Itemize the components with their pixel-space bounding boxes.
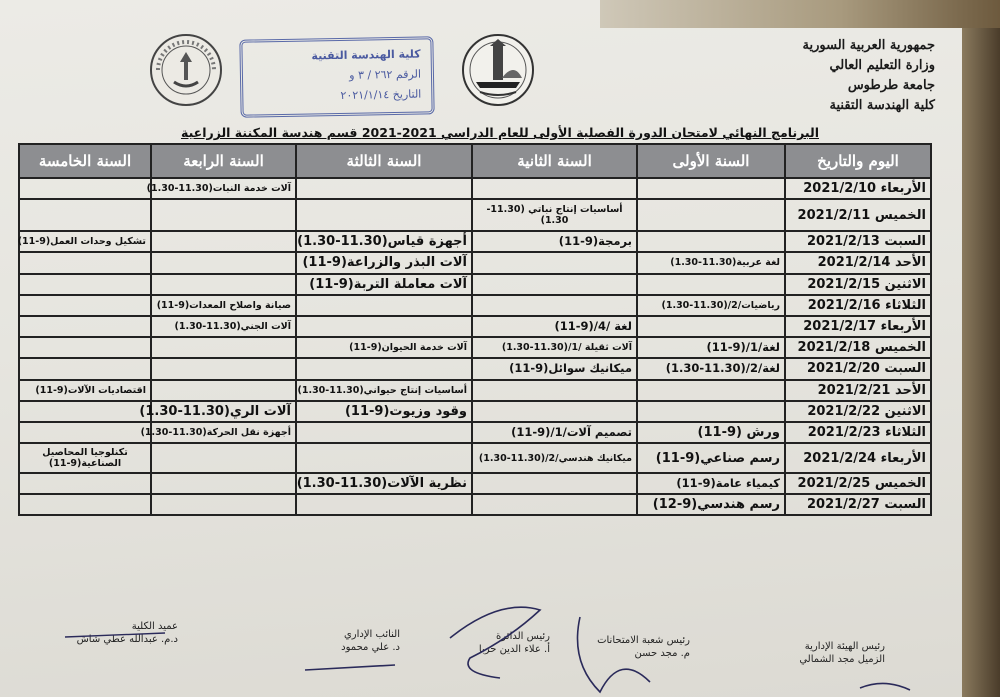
cell-date: الثلاثاء 2021/2/23	[785, 422, 931, 443]
cell-year-5	[19, 274, 151, 295]
cell-year-3: نظرية الآلات(11.30-1.30)	[296, 473, 472, 494]
cell-date: الاثنين 2021/2/22	[785, 401, 931, 422]
table-row	[19, 178, 931, 199]
cell-year-2: آلات ثقيلة /1/(11.30-1.30)	[472, 337, 637, 358]
cell-year-1	[637, 178, 785, 199]
signature-admin-board	[735, 640, 885, 666]
table-row	[19, 295, 931, 316]
table-row	[19, 494, 931, 515]
cell-year-1: لغة عربية(11.30-1.30)	[637, 252, 785, 273]
signature-title: رئيس شعبة الامتحانات	[597, 635, 690, 646]
cell-year-5	[19, 337, 151, 358]
union-seal-logo	[148, 32, 224, 108]
cell-year-3: آلات البذر والزراعة(9-11)	[296, 252, 472, 273]
cell-year-4: أجهزة نقل الحركة(11.30-1.30)	[151, 422, 296, 443]
cell-year-2	[472, 178, 637, 199]
cell-date: السبت 2021/2/13	[785, 231, 931, 252]
cell-year-4: صيانة واصلاح المعدات(9-11)	[151, 295, 296, 316]
cell-year-3	[296, 422, 472, 443]
cell-year-1	[637, 316, 785, 337]
cell-year-5	[19, 473, 151, 494]
cell-year-5	[19, 178, 151, 199]
cell-year-5	[19, 316, 151, 337]
cell-year-3: وقود وزيوت(9-11)	[296, 401, 472, 422]
cell-date: الاثنين 2021/2/15	[785, 274, 931, 295]
cell-year-2: برمجة(9-11)	[472, 231, 637, 252]
cell-date: السبت 2021/2/20	[785, 358, 931, 379]
background-wood-right	[962, 28, 1000, 697]
signature-title: عميد الكلية	[131, 621, 178, 632]
cell-year-4	[151, 380, 296, 401]
university-logo	[460, 32, 536, 108]
stamp-number: الرقم ٢٦٢ / ٣ و	[349, 67, 422, 82]
cell-year-5: تكنلوجيا المحاصيل الصناعية(9-11)	[19, 443, 151, 473]
cell-date: الأحد 2021/2/21	[785, 380, 931, 401]
cell-year-4: آلات خدمة النبات(11.30-1.30)	[151, 178, 296, 199]
cell-date: الأربعاء 2021/2/24	[785, 443, 931, 473]
table-header-row	[19, 144, 931, 178]
cell-year-5	[19, 494, 151, 515]
cell-year-3	[296, 316, 472, 337]
title-text: البرنامج النهائي لامتحان الدورة الفصلية الأولى للعام الدراسي 2021-2021 قسم هندسة المكننة الزراعية	[181, 125, 819, 140]
cell-year-4: آلات الجني(11.30-1.30)	[151, 316, 296, 337]
cell-year-4: آلات الري(11.30-1.30)	[151, 401, 296, 422]
registration-stamp	[239, 36, 434, 117]
cell-year-4	[151, 358, 296, 379]
cell-year-4	[151, 337, 296, 358]
cell-year-3: آلات معاملة التربة(9-11)	[296, 274, 472, 295]
cell-year-5	[19, 358, 151, 379]
header-line-faculty: كلية الهندسة التقنية	[829, 98, 935, 113]
cell-year-4	[151, 199, 296, 231]
cell-year-5	[19, 401, 151, 422]
table-row	[19, 443, 931, 473]
header-line-university: جامعة طرطوس	[847, 78, 935, 93]
signature-name: أ. علاء الدين حربا	[478, 644, 550, 655]
cell-year-3	[296, 494, 472, 515]
header-year-1: السنة الأولى	[637, 144, 785, 178]
cell-date: الثلاثاء 2021/2/16	[785, 295, 931, 316]
cell-year-3	[296, 199, 472, 231]
cell-year-1	[637, 380, 785, 401]
table-row	[19, 358, 931, 379]
cell-year-1: لغة/2/(11.30-1.30)	[637, 358, 785, 379]
cell-year-1	[637, 231, 785, 252]
cell-year-4	[151, 443, 296, 473]
cell-year-5	[19, 295, 151, 316]
cell-year-3: أساسيات إنتاج حيواني(11.30-1.30)	[296, 380, 472, 401]
header-year-2: السنة الثانية	[472, 144, 637, 178]
table-row	[19, 473, 931, 494]
cell-year-1: ورش (9-11)	[637, 422, 785, 443]
table-row	[19, 337, 931, 358]
cell-year-5: تشكيل وحدات العمل(9-11)	[19, 231, 151, 252]
cell-date: الأحد 2021/2/14	[785, 252, 931, 273]
cell-year-4	[151, 274, 296, 295]
cell-year-2	[472, 494, 637, 515]
stamp-faculty: كلية الهندسة التقنية	[311, 47, 421, 63]
signature-name: الزميل مجد الشمالي	[799, 654, 885, 665]
table-row	[19, 422, 931, 443]
cell-year-4	[151, 252, 296, 273]
cell-year-2: أساسيات إنتاج نباتي (11.30-1.30)	[472, 199, 637, 231]
signature-title: رئيس الهيئة الإدارية	[804, 641, 885, 652]
signature-name: د. علي محمود	[341, 642, 400, 653]
cell-year-1	[637, 199, 785, 231]
cell-year-3	[296, 443, 472, 473]
cell-year-1: كيمياء عامة(9-11)	[637, 473, 785, 494]
cell-year-1: رياضيات/2/(11.30-1.30)	[637, 295, 785, 316]
cell-year-2	[472, 380, 637, 401]
cell-year-4	[151, 494, 296, 515]
header-line-country: جمهورية العربية السورية	[802, 38, 935, 53]
cell-year-3	[296, 358, 472, 379]
cell-date: السبت 2021/2/27	[785, 494, 931, 515]
cell-year-5	[19, 199, 151, 231]
cell-year-1: رسم هندسي(9-12)	[637, 494, 785, 515]
header-year-5: السنة الخامسة	[19, 144, 151, 178]
table-row	[19, 274, 931, 295]
header-day-date: اليوم والتاريخ	[785, 144, 931, 178]
cell-year-1	[637, 401, 785, 422]
handwritten-signature-scribble	[440, 598, 550, 688]
document-title	[180, 125, 820, 140]
cell-year-1: لغة/1/(9-11)	[637, 337, 785, 358]
exam-schedule-table	[18, 143, 932, 516]
stamp-date: التاريخ ٢٠٢١/١/١٤	[340, 87, 422, 102]
signature-title: رئيس الدائرة	[496, 631, 550, 642]
cell-year-4	[151, 231, 296, 252]
handwritten-signature-scribble	[560, 612, 660, 697]
institution-header	[695, 36, 935, 116]
table-row	[19, 380, 931, 401]
table-row	[19, 316, 931, 337]
cell-year-5: اقتصاديات الآلات(9-11)	[19, 380, 151, 401]
cell-year-2: لغة /4/(9-11)	[472, 316, 637, 337]
cell-year-2: تصميم آلات/1/(9-11)	[472, 422, 637, 443]
cell-year-3	[296, 295, 472, 316]
cell-year-2	[472, 401, 637, 422]
cell-year-3	[296, 178, 472, 199]
cell-date: الخميس 2021/2/25	[785, 473, 931, 494]
cell-year-5	[19, 422, 151, 443]
cell-year-2	[472, 295, 637, 316]
header-year-4: السنة الرابعة	[151, 144, 296, 178]
cell-year-1: رسم صناعي(9-11)	[637, 443, 785, 473]
table-row	[19, 401, 931, 422]
table-row	[19, 231, 931, 252]
cell-date: الخميس 2021/2/11	[785, 199, 931, 231]
cell-date: الخميس 2021/2/18	[785, 337, 931, 358]
background-wood-top	[600, 0, 1000, 28]
signature-name: م. مجد حسن	[634, 648, 690, 659]
signature-title: النائب الإداري	[343, 629, 400, 640]
cell-date: الأربعاء 2021/2/17	[785, 316, 931, 337]
signature-name: د.م. عبدالله عطي شاش	[76, 634, 178, 645]
handwritten-signature-scribble	[300, 655, 400, 685]
cell-year-4	[151, 473, 296, 494]
cell-year-3: أجهزة قياس(11.30-1.30)	[296, 231, 472, 252]
cell-year-3: آلات خدمة الحيوان(9-11)	[296, 337, 472, 358]
cell-year-5	[19, 252, 151, 273]
header-year-3: السنة الثالثة	[296, 144, 472, 178]
handwritten-signature-scribble	[60, 625, 170, 650]
cell-year-2	[472, 274, 637, 295]
cell-year-2: ميكانيك سوائل(9-11)	[472, 358, 637, 379]
signature-admin-deputy	[290, 628, 400, 654]
header-line-ministry: وزارة التعليم العالي	[829, 58, 935, 73]
cell-date: الأربعاء 2021/2/10	[785, 178, 931, 199]
cell-year-1	[637, 274, 785, 295]
table-row	[19, 252, 931, 273]
cell-year-2	[472, 252, 637, 273]
handwritten-signature-scribble	[855, 678, 915, 696]
cell-year-2: ميكانيك هندسي/2/(11.30-1.30)	[472, 443, 637, 473]
cell-year-2	[472, 473, 637, 494]
table-row	[19, 199, 931, 231]
